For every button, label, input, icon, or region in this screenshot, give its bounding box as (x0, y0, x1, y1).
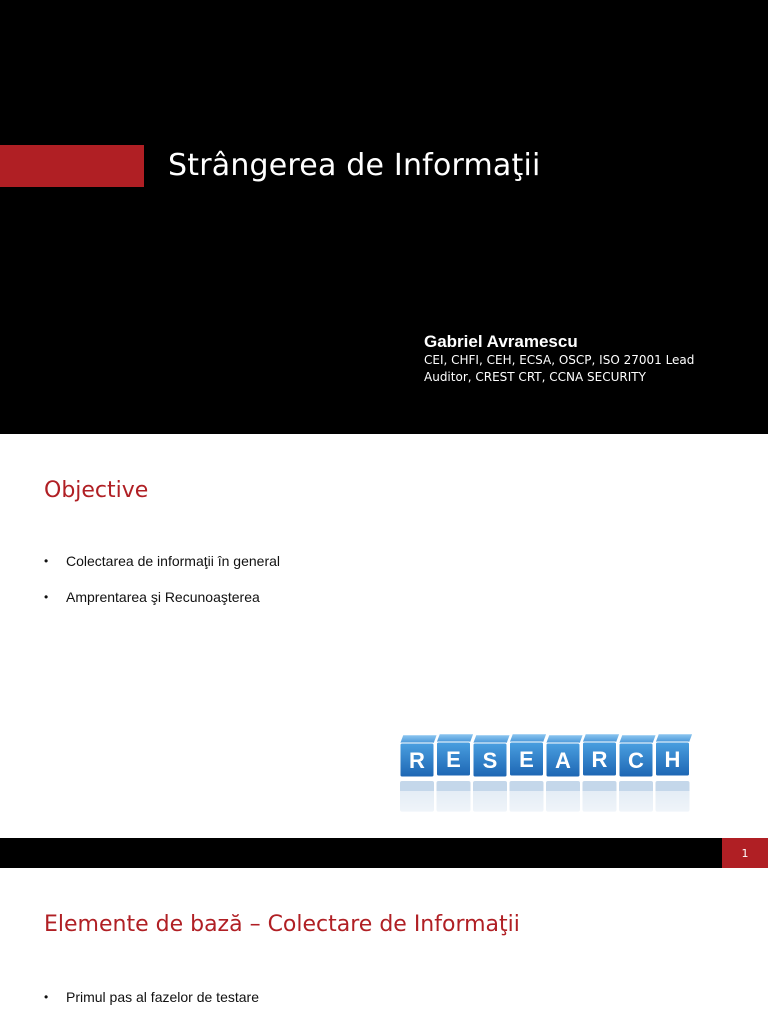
letter-cube (473, 735, 510, 777)
list-item (44, 552, 280, 570)
cube-letter: E (519, 747, 534, 772)
basics-slide (0, 868, 768, 1024)
page-number: 1 (722, 838, 768, 868)
bullet-icon: • (44, 554, 49, 568)
bullet-list (44, 988, 259, 1024)
slide-heading: Elemente de bază – Colectare de Informaţii (44, 912, 520, 937)
accent-band (0, 145, 144, 187)
list-item (44, 588, 280, 606)
letter-cube (546, 735, 583, 777)
slide-heading: Objective (44, 478, 149, 503)
footer-bar (0, 838, 768, 868)
letter-cube (656, 734, 693, 776)
author-credentials: CEI, CHFI, CEH, ECSA, OSCP, ISO 27001 Lead Auditor, CREST CRT, CCNA SECURITY (424, 353, 695, 384)
cube-letter: H (664, 747, 681, 772)
cube-letter: R (409, 748, 425, 773)
letter-cube (400, 735, 437, 777)
title-slide (0, 0, 768, 434)
cube-letter: C (628, 748, 644, 773)
bullet-text: Amprentarea şi Recunoaşterea (66, 589, 260, 605)
letter-cube (437, 734, 474, 776)
research-cubes-image (396, 729, 706, 841)
letter-cube (583, 734, 620, 776)
bullet-icon: • (44, 590, 49, 604)
bullet-text: Primul pas al fazelor de testare (66, 989, 259, 1005)
list-item (44, 988, 259, 1006)
objectives-slide (0, 434, 768, 868)
cube-letter: A (555, 748, 571, 773)
cube-letter: S (482, 748, 498, 773)
cube-letter: E (446, 747, 461, 772)
bullet-icon: • (44, 990, 49, 1004)
letter-cube (619, 735, 656, 777)
author-name: Gabriel Avramescu (424, 332, 578, 351)
cube-letter: R (591, 747, 608, 772)
slide-title: Strângerea de Informaţii (168, 148, 541, 183)
letter-cube (510, 734, 547, 776)
bullet-list (44, 552, 280, 624)
bullet-text: Colectarea de informaţii în general (66, 553, 281, 569)
